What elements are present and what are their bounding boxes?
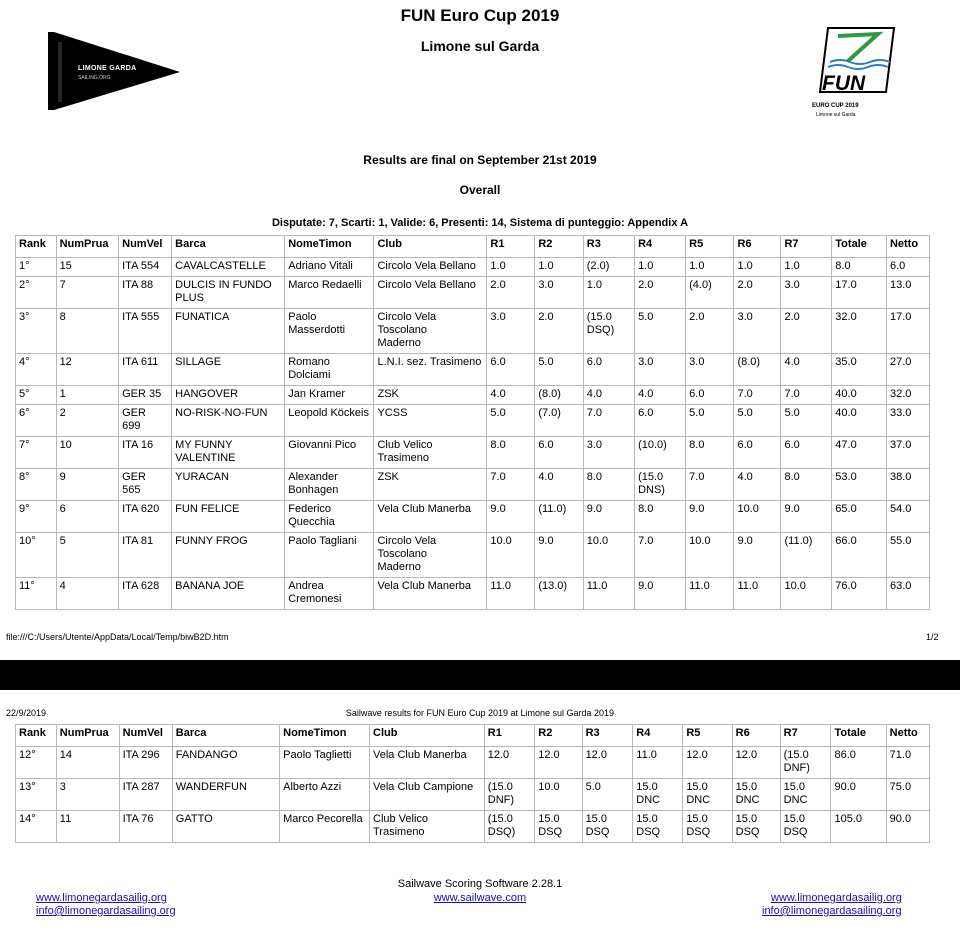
column-header: R3 (583, 236, 634, 258)
table-cell: FUNATICA (172, 309, 285, 354)
table-cell: 7 (56, 277, 119, 309)
table-cell: Andrea Cremonesi (285, 578, 374, 610)
table-header-row (16, 236, 930, 258)
table-cell: 15.0 DSQ (780, 811, 831, 843)
table-cell: 6.0 (535, 437, 583, 469)
table-cell: Paolo Tagliani (285, 533, 374, 578)
table-cell: 10.0 (583, 533, 634, 578)
table-cell: Paolo Masserdotti (285, 309, 374, 354)
column-header: Netto (886, 725, 929, 747)
table-cell: 2.0 (487, 277, 535, 309)
table-cell: 9.0 (535, 533, 583, 578)
table-cell: (4.0) (686, 277, 734, 309)
results-table-continued (15, 724, 930, 843)
table-cell: 15.0 DNC (732, 779, 780, 811)
table-cell: ITA 555 (119, 309, 172, 354)
table-cell: 6.0 (583, 354, 634, 386)
table-cell: Paolo Taglietti (280, 747, 370, 779)
table-cell: 8.0 (781, 469, 832, 501)
table-cell: FUNNY FROG (172, 533, 285, 578)
table-cell: 37.0 (886, 437, 929, 469)
table-cell: 71.0 (886, 747, 929, 779)
table-cell: ITA 554 (119, 258, 172, 277)
table-cell: (15.0 DSQ) (583, 309, 634, 354)
table-cell: SILLAGE (172, 354, 285, 386)
table-cell: 12.0 (732, 747, 780, 779)
table-cell: (15.0 DNF) (780, 747, 831, 779)
table-cell: 10.0 (535, 779, 582, 811)
table-cell: 5.0 (635, 309, 686, 354)
table-cell: ITA 81 (119, 533, 172, 578)
table-cell: Club Velico Trasimeno (374, 437, 487, 469)
table-cell: BANANA JOE (172, 578, 285, 610)
table-row (16, 533, 930, 578)
table-cell: ITA 628 (119, 578, 172, 610)
table-header-row (16, 725, 930, 747)
table-cell: 5.0 (781, 405, 832, 437)
table-cell: ITA 16 (119, 437, 172, 469)
table-cell: FANDANGO (172, 747, 279, 779)
column-header: NumVel (119, 725, 172, 747)
table-cell: 47.0 (832, 437, 887, 469)
table-cell: ITA 620 (119, 501, 172, 533)
table-cell: YCSS (374, 405, 487, 437)
limone-garda-logo (48, 32, 183, 112)
table-cell: ITA 287 (119, 779, 172, 811)
table-cell: 1.0 (535, 258, 583, 277)
table-cell: FUN FELICE (172, 501, 285, 533)
table-cell: 9.0 (583, 501, 634, 533)
table-cell: 6.0 (886, 258, 929, 277)
column-header: R4 (635, 236, 686, 258)
table-cell: HANGOVER (172, 386, 285, 405)
table-row (16, 811, 930, 843)
table-cell: Jan Kramer (285, 386, 374, 405)
table-row (16, 386, 930, 405)
table-cell: 5.0 (535, 354, 583, 386)
table-cell: 65.0 (832, 501, 887, 533)
table-cell: Marco Pecorella (280, 811, 370, 843)
column-header: Rank (16, 236, 57, 258)
table-cell: 90.0 (831, 779, 886, 811)
column-header: R1 (487, 236, 535, 258)
column-header: NumPrua (56, 725, 119, 747)
column-header: Netto (886, 236, 929, 258)
table-cell: 9° (16, 501, 57, 533)
table-cell: Leopold Köckeis (285, 405, 374, 437)
logo-right-mark: FUN (822, 72, 866, 95)
table-cell: 75.0 (886, 779, 929, 811)
table-cell: 4.0 (734, 469, 781, 501)
table-cell: Circolo Vela Bellano (374, 277, 487, 309)
table-cell: 105.0 (831, 811, 886, 843)
table-cell: 13° (16, 779, 57, 811)
table-cell: 3.0 (734, 309, 781, 354)
table-cell: 7.0 (781, 386, 832, 405)
table-row (16, 277, 930, 309)
table-row (16, 437, 930, 469)
table-cell: GER 699 (119, 405, 172, 437)
table-cell: Circolo Vela Toscolano Maderno (374, 309, 487, 354)
column-header: R6 (732, 725, 780, 747)
table-cell: ITA 296 (119, 747, 172, 779)
column-header: R7 (781, 236, 832, 258)
column-header: R6 (734, 236, 781, 258)
table-cell: 2.0 (535, 309, 583, 354)
column-header: R7 (780, 725, 831, 747)
table-cell: 3.0 (535, 277, 583, 309)
table-cell: 1.0 (487, 258, 535, 277)
table-cell: 9.0 (635, 578, 686, 610)
table-cell: 5.0 (686, 405, 734, 437)
table-cell: 9 (56, 469, 119, 501)
column-header: R2 (535, 236, 583, 258)
column-header: Club (374, 236, 487, 258)
software-credit: Sailwave Scoring Software 2.28.1 (397, 878, 563, 890)
table-cell: 14° (16, 811, 57, 843)
table-cell: 5.0 (487, 405, 535, 437)
column-header: NomeTimon (285, 236, 374, 258)
page-number: 1/2 (926, 632, 939, 642)
table-cell: 5 (56, 533, 119, 578)
table-cell: 2.0 (781, 309, 832, 354)
column-header: Totale (832, 236, 887, 258)
table-cell: 2.0 (734, 277, 781, 309)
table-cell: 11.0 (633, 747, 683, 779)
table-cell: Vela Club Manerba (374, 578, 487, 610)
table-row (16, 501, 930, 533)
page-title: FUN Euro Cup 2019 (400, 6, 560, 25)
sailwave-link[interactable]: www.sailwave.com (433, 892, 527, 904)
table-cell: ZSK (374, 469, 487, 501)
table-cell: Vela Club Campione (370, 779, 485, 811)
table-cell: 12.0 (535, 747, 582, 779)
table-cell: GER 565 (119, 469, 172, 501)
table-cell: 35.0 (832, 354, 887, 386)
table-cell: 9.0 (734, 533, 781, 578)
table-cell: 8 (56, 309, 119, 354)
table-cell: 4° (16, 354, 57, 386)
table-cell: ITA 88 (119, 277, 172, 309)
table-row (16, 405, 930, 437)
email-link-right[interactable]: info@limonegardasailing.org (762, 905, 902, 917)
table-cell: 8.0 (487, 437, 535, 469)
table-cell: 86.0 (831, 747, 886, 779)
logo-left-name: LIMONE GARDA (78, 65, 137, 72)
table-cell: 11.0 (487, 578, 535, 610)
table-cell: 15.0 DSQ (732, 811, 780, 843)
table-cell: 66.0 (832, 533, 887, 578)
print-date: 22/9/2019 (6, 708, 47, 718)
table-cell: Alexander Bonhagen (285, 469, 374, 501)
table-cell: 1.0 (781, 258, 832, 277)
table-cell: 15.0 DNC (780, 779, 831, 811)
table-cell: 3.0 (487, 309, 535, 354)
table-cell: 11.0 (583, 578, 634, 610)
table-cell: 15.0 DSQ (535, 811, 582, 843)
table-cell: 8.0 (686, 437, 734, 469)
table-cell: 32.0 (832, 309, 887, 354)
results-status: Results are final on September 21st 2019 (363, 153, 597, 167)
race-summary: Disputate: 7, Scarti: 1, Valide: 6, Presenti: 14, Sistema di punteggio: Appendix A (271, 217, 689, 229)
section-title: Overall (459, 183, 501, 197)
table-cell: 6.0 (686, 386, 734, 405)
table-cell: Vela Club Manerba (370, 747, 485, 779)
table-cell: 4.0 (583, 386, 634, 405)
column-header: Barca (172, 725, 279, 747)
table-cell: 2.0 (686, 309, 734, 354)
table-cell: 6.0 (734, 437, 781, 469)
column-header: R2 (535, 725, 582, 747)
table-cell: 11° (16, 578, 57, 610)
table-cell: 3° (16, 309, 57, 354)
table-cell: NO-RISK-NO-FUN (172, 405, 285, 437)
table-cell: 4.0 (487, 386, 535, 405)
table-cell: Giovanni Pico (285, 437, 374, 469)
table-cell: Circolo Vela Toscolano Maderno (374, 533, 487, 578)
table-cell: 15.0 DSQ (683, 811, 732, 843)
table-cell: GER 35 (119, 386, 172, 405)
table-cell: ITA 76 (119, 811, 172, 843)
table-cell: (15.0 DNS) (635, 469, 686, 501)
table-cell: WANDERFUN (172, 779, 279, 811)
table-cell: (11.0) (535, 501, 583, 533)
page-break-bar (0, 660, 960, 690)
table-cell: (10.0) (635, 437, 686, 469)
column-header: R1 (484, 725, 535, 747)
table-cell: 4.0 (535, 469, 583, 501)
table-cell: 9.0 (686, 501, 734, 533)
logo-right-line2: Limone sul Garda (816, 112, 856, 118)
table-cell: L.N.I. sez. Trasimeno (374, 354, 487, 386)
table-cell: 10.0 (686, 533, 734, 578)
table-cell: 13.0 (886, 277, 929, 309)
table-cell: 3.0 (781, 277, 832, 309)
table-cell: 11.0 (686, 578, 734, 610)
table-cell: 10° (16, 533, 57, 578)
table-cell: 12.0 (484, 747, 535, 779)
table-cell: Alberto Azzi (280, 779, 370, 811)
table-cell: 1.0 (686, 258, 734, 277)
table-cell: GATTO (172, 811, 279, 843)
table-cell: MY FUNNY VALENTINE (172, 437, 285, 469)
table-cell: CAVALCASTELLE (172, 258, 285, 277)
table-cell: 15 (56, 258, 119, 277)
table-row (16, 779, 930, 811)
table-cell: 4 (56, 578, 119, 610)
table-cell: 11.0 (734, 578, 781, 610)
table-cell: 7.0 (734, 386, 781, 405)
table-cell: 1 (56, 386, 119, 405)
file-path: file:///C:/Users/Utente/AppData/Local/Temp/biwB2D.htm (6, 632, 229, 642)
table-cell: 55.0 (886, 533, 929, 578)
table-cell: 1.0 (635, 258, 686, 277)
page2-caption: Sailwave results for FUN Euro Cup 2019 at Limone sul Garda 2019 (345, 708, 615, 718)
table-cell: 12.0 (582, 747, 633, 779)
column-header: NumVel (119, 236, 172, 258)
table-cell: (8.0) (734, 354, 781, 386)
logo-left-sub: SAILING.ORG (78, 75, 111, 81)
table-cell: 90.0 (886, 811, 929, 843)
table-cell: 10.0 (781, 578, 832, 610)
table-cell: 6.0 (781, 437, 832, 469)
table-cell: 5.0 (734, 405, 781, 437)
table-cell: Federico Quecchia (285, 501, 374, 533)
table-cell: ZSK (374, 386, 487, 405)
table-row (16, 309, 930, 354)
table-cell: 1° (16, 258, 57, 277)
table-cell: Romano Dolciami (285, 354, 374, 386)
website-link-left[interactable]: www.limonegardasailig.org (36, 892, 167, 904)
table-cell: 63.0 (886, 578, 929, 610)
table-cell: Club Velico Trasimeno (370, 811, 485, 843)
column-header: Barca (172, 236, 285, 258)
table-cell: 7.0 (635, 533, 686, 578)
table-cell: ITA 611 (119, 354, 172, 386)
table-cell: 15.0 DNC (683, 779, 732, 811)
column-header: NumPrua (56, 236, 119, 258)
table-cell: 40.0 (832, 386, 887, 405)
table-cell: (7.0) (535, 405, 583, 437)
table-cell: 8.0 (635, 501, 686, 533)
table-cell: 2 (56, 405, 119, 437)
table-row (16, 578, 930, 610)
table-cell: DULCIS IN FUNDO PLUS (172, 277, 285, 309)
table-cell: (15.0 DNF) (484, 779, 535, 811)
table-cell: 12.0 (683, 747, 732, 779)
table-cell: 7.0 (583, 405, 634, 437)
table-row (16, 469, 930, 501)
table-cell: 8.0 (583, 469, 634, 501)
table-cell: 10 (56, 437, 119, 469)
table-cell: 27.0 (886, 354, 929, 386)
table-row (16, 747, 930, 779)
table-cell: 15.0 DSQ (633, 811, 683, 843)
column-header: Club (370, 725, 485, 747)
table-cell: 17.0 (832, 277, 887, 309)
logo-right-line1: EURO CUP 2019 (812, 103, 859, 109)
table-cell: 3 (56, 779, 119, 811)
column-header: R5 (686, 236, 734, 258)
table-cell: (8.0) (535, 386, 583, 405)
table-cell: 10.0 (487, 533, 535, 578)
table-cell: 10.0 (734, 501, 781, 533)
results-table (15, 235, 930, 610)
column-header: Rank (16, 725, 57, 747)
table-cell: 17.0 (886, 309, 929, 354)
table-cell: 6° (16, 405, 57, 437)
table-cell: 53.0 (832, 469, 887, 501)
column-header: Totale (831, 725, 886, 747)
table-cell: (15.0 DSQ) (484, 811, 535, 843)
table-cell: 2.0 (635, 277, 686, 309)
table-cell: 76.0 (832, 578, 887, 610)
table-cell: 5° (16, 386, 57, 405)
column-header: R4 (633, 725, 683, 747)
table-cell: YURACAN (172, 469, 285, 501)
table-cell: Adriano Vitali (285, 258, 374, 277)
table-cell: 2° (16, 277, 57, 309)
table-cell: 4.0 (781, 354, 832, 386)
table-cell: 54.0 (886, 501, 929, 533)
table-cell: 12 (56, 354, 119, 386)
table-cell: 38.0 (886, 469, 929, 501)
table-cell: 11 (56, 811, 119, 843)
table-cell: 1.0 (583, 277, 634, 309)
table-cell: 7.0 (487, 469, 535, 501)
table-cell: Marco Redaelli (285, 277, 374, 309)
table-cell: (11.0) (781, 533, 832, 578)
table-cell: Vela Club Manerba (374, 501, 487, 533)
table-cell: 12° (16, 747, 57, 779)
table-row (16, 258, 930, 277)
fun-euro-cup-logo (808, 26, 898, 121)
table-cell: 9.0 (781, 501, 832, 533)
column-header: R5 (683, 725, 732, 747)
table-cell: 3.0 (686, 354, 734, 386)
table-row (16, 354, 930, 386)
venue-subtitle: Limone sul Garda (420, 38, 540, 54)
table-cell: 40.0 (832, 405, 887, 437)
table-cell: Circolo Vela Bellano (374, 258, 487, 277)
email-link-left[interactable]: info@limonegardasailing.org (36, 905, 176, 917)
table-cell: 15.0 DNC (633, 779, 683, 811)
table-cell: 5.0 (582, 779, 633, 811)
table-cell: 8.0 (832, 258, 887, 277)
table-cell: 8° (16, 469, 57, 501)
table-cell: 32.0 (886, 386, 929, 405)
table-cell: 4.0 (635, 386, 686, 405)
table-cell: 6.0 (635, 405, 686, 437)
website-link-right[interactable]: www.limonegardasailig.org (771, 892, 902, 904)
column-header: R3 (582, 725, 633, 747)
column-header: NomeTimon (280, 725, 370, 747)
table-cell: 7° (16, 437, 57, 469)
table-cell: (13.0) (535, 578, 583, 610)
table-cell: 1.0 (734, 258, 781, 277)
table-cell: 15.0 DSQ (582, 811, 633, 843)
table-cell: 33.0 (886, 405, 929, 437)
table-cell: 9.0 (487, 501, 535, 533)
table-cell: 3.0 (635, 354, 686, 386)
table-cell: 7.0 (686, 469, 734, 501)
table-cell: 6 (56, 501, 119, 533)
table-cell: 6.0 (487, 354, 535, 386)
table-cell: 14 (56, 747, 119, 779)
table-cell: (2.0) (583, 258, 634, 277)
table-cell: 3.0 (583, 437, 634, 469)
